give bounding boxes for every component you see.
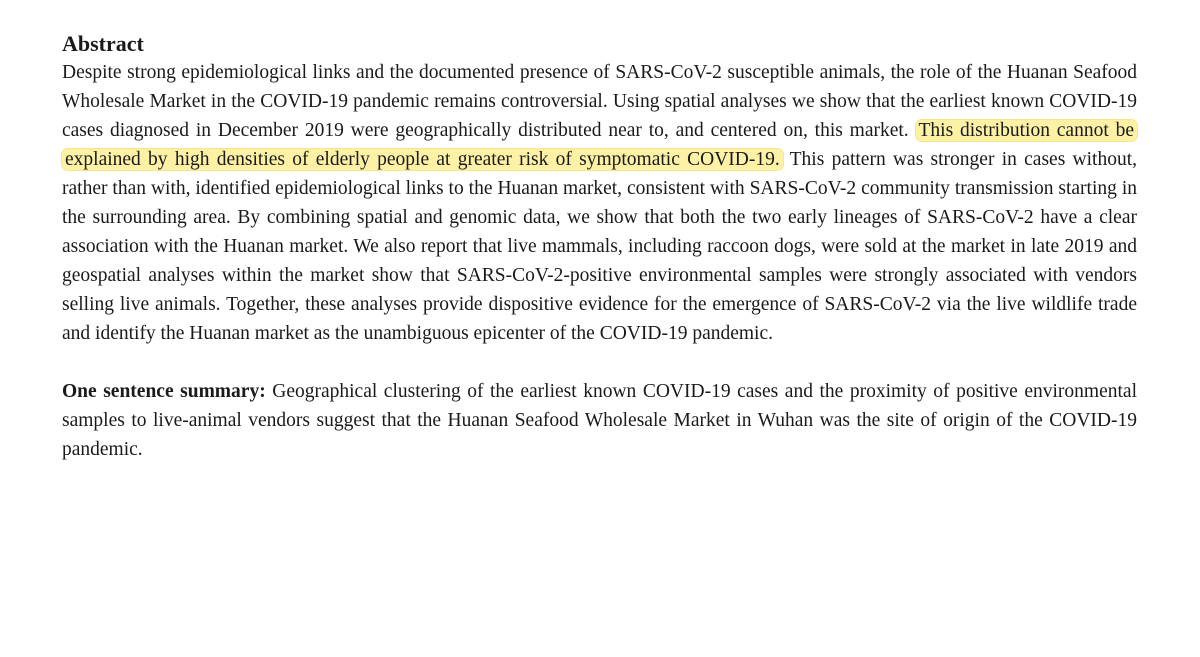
document-page xyxy=(62,30,1137,464)
abstract-text-before: Despite strong epidemiological links and the documented presence of SARS-CoV-2 susceptible animals, the role of the Huanan Seafood Wholesale Market in the COVID-19 pandemic remains controversial. Using spatial analyses we show that the earliest known COVID-19 cases diagnosed in December 2019 were geographically distributed near to, and centered on, this market. xyxy=(62,62,1137,141)
abstract-heading: Abstract xyxy=(62,31,144,56)
abstract-text-after: This pattern was stronger in cases without, rather than with, identified epidemiological links to the Huanan market, consistent with SARS-CoV-2 community transmission starting in the surrounding area. By combining spatial and genomic data, we show that both the two early lineages of SARS-CoV-2 have a clear association with the Huanan market. We also report that live mammals, including raccoon dogs, were sold at the market in late 2019 and geospatial analyses within the market show that SARS-CoV-2-positive environmental samples were strongly associated with vendors selling live animals. Together, these analyses provide dispositive evidence for the emergence of SARS-CoV-2 via the live wildlife trade and identify the Huanan market as the unambiguous epicenter of the COVID-19 pandemic. xyxy=(62,149,1138,344)
summary-label: One sentence summary: xyxy=(62,381,266,402)
one-sentence-summary xyxy=(62,377,1137,464)
abstract-body xyxy=(62,58,1137,348)
highlighted-sentence: This distribution cannot be explained by high densities of elderly people at greater risk of symptomatic COVID-19. xyxy=(62,120,1137,170)
summary-text: Geographical clustering of the earliest known COVID-19 cases and the proximity of positive environmental samples to live-animal vendors suggest that the Huanan Seafood Wholesale Market in Wuhan was the site of origin of the COVID-19 pandemic. xyxy=(62,381,1137,460)
